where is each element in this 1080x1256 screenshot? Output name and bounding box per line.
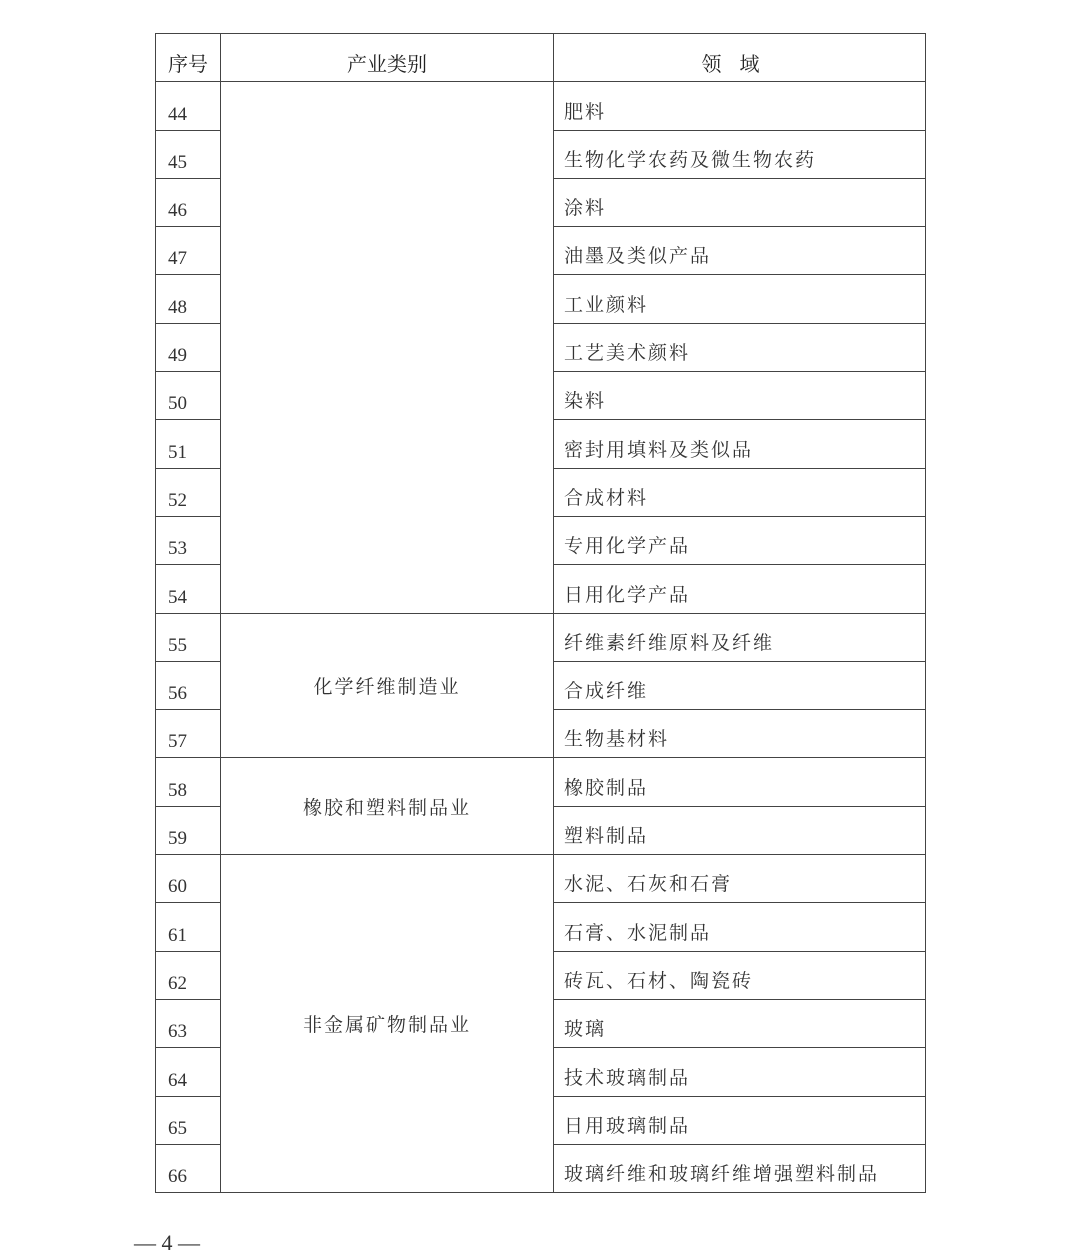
row-index: 65 <box>156 1096 221 1144</box>
row-index: 47 <box>156 227 221 275</box>
table-row <box>156 855 926 903</box>
domain-cell: 纤维素纤维原料及纤维 <box>554 613 926 661</box>
row-index: 48 <box>156 275 221 323</box>
table-header-row <box>156 34 926 82</box>
domain-cell: 技术玻璃制品 <box>554 1048 926 1096</box>
category-cell: 化学纤维制造业 <box>221 613 554 758</box>
row-index: 46 <box>156 178 221 226</box>
page-number: — 4 — <box>134 1230 200 1255</box>
row-index: 55 <box>156 613 221 661</box>
domain-cell: 生物基材料 <box>554 710 926 758</box>
domain-cell: 密封用填料及类似品 <box>554 420 926 468</box>
domain-cell: 涂料 <box>554 178 926 226</box>
row-index: 45 <box>156 130 221 178</box>
category-cell: 非金属矿物制品业 <box>221 855 554 1193</box>
row-index: 58 <box>156 758 221 806</box>
header-index: 序号 <box>156 34 221 82</box>
row-index: 49 <box>156 323 221 371</box>
domain-cell: 专用化学产品 <box>554 516 926 564</box>
domain-cell: 砖瓦、石材、陶瓷砖 <box>554 951 926 999</box>
domain-cell: 塑料制品 <box>554 806 926 854</box>
domain-cell: 日用化学产品 <box>554 565 926 613</box>
row-index: 52 <box>156 468 221 516</box>
domain-cell: 橡胶制品 <box>554 758 926 806</box>
row-index: 62 <box>156 951 221 999</box>
row-index: 60 <box>156 855 221 903</box>
row-index: 63 <box>156 999 221 1047</box>
domain-cell: 生物化学农药及微生物农药 <box>554 130 926 178</box>
domain-cell: 染料 <box>554 372 926 420</box>
header-domain: 领域 <box>554 34 926 82</box>
domain-cell: 肥料 <box>554 82 926 130</box>
table-row <box>156 613 926 661</box>
domain-cell: 合成纤维 <box>554 661 926 709</box>
row-index: 61 <box>156 903 221 951</box>
domain-cell: 石膏、水泥制品 <box>554 903 926 951</box>
domain-cell: 玻璃纤维和玻璃纤维增强塑料制品 <box>554 1144 926 1192</box>
category-cell: 橡胶和塑料制品业 <box>221 758 554 855</box>
category-cell <box>221 82 554 613</box>
row-index: 44 <box>156 82 221 130</box>
domain-cell: 油墨及类似产品 <box>554 227 926 275</box>
table-row <box>156 758 926 806</box>
row-index: 59 <box>156 806 221 854</box>
domain-cell: 工业颜料 <box>554 275 926 323</box>
domain-cell: 日用玻璃制品 <box>554 1096 926 1144</box>
domain-cell: 玻璃 <box>554 999 926 1047</box>
table-row <box>156 82 926 130</box>
row-index: 50 <box>156 372 221 420</box>
row-index: 53 <box>156 516 221 564</box>
row-index: 56 <box>156 661 221 709</box>
domain-cell: 水泥、石灰和石膏 <box>554 855 926 903</box>
domain-cell: 工艺美术颜料 <box>554 323 926 371</box>
row-index: 51 <box>156 420 221 468</box>
row-index: 57 <box>156 710 221 758</box>
row-index: 54 <box>156 565 221 613</box>
header-category: 产业类别 <box>221 34 554 82</box>
row-index: 64 <box>156 1048 221 1096</box>
table-body <box>156 82 926 1193</box>
row-index: 66 <box>156 1144 221 1192</box>
industry-table <box>155 33 926 1193</box>
domain-cell: 合成材料 <box>554 468 926 516</box>
